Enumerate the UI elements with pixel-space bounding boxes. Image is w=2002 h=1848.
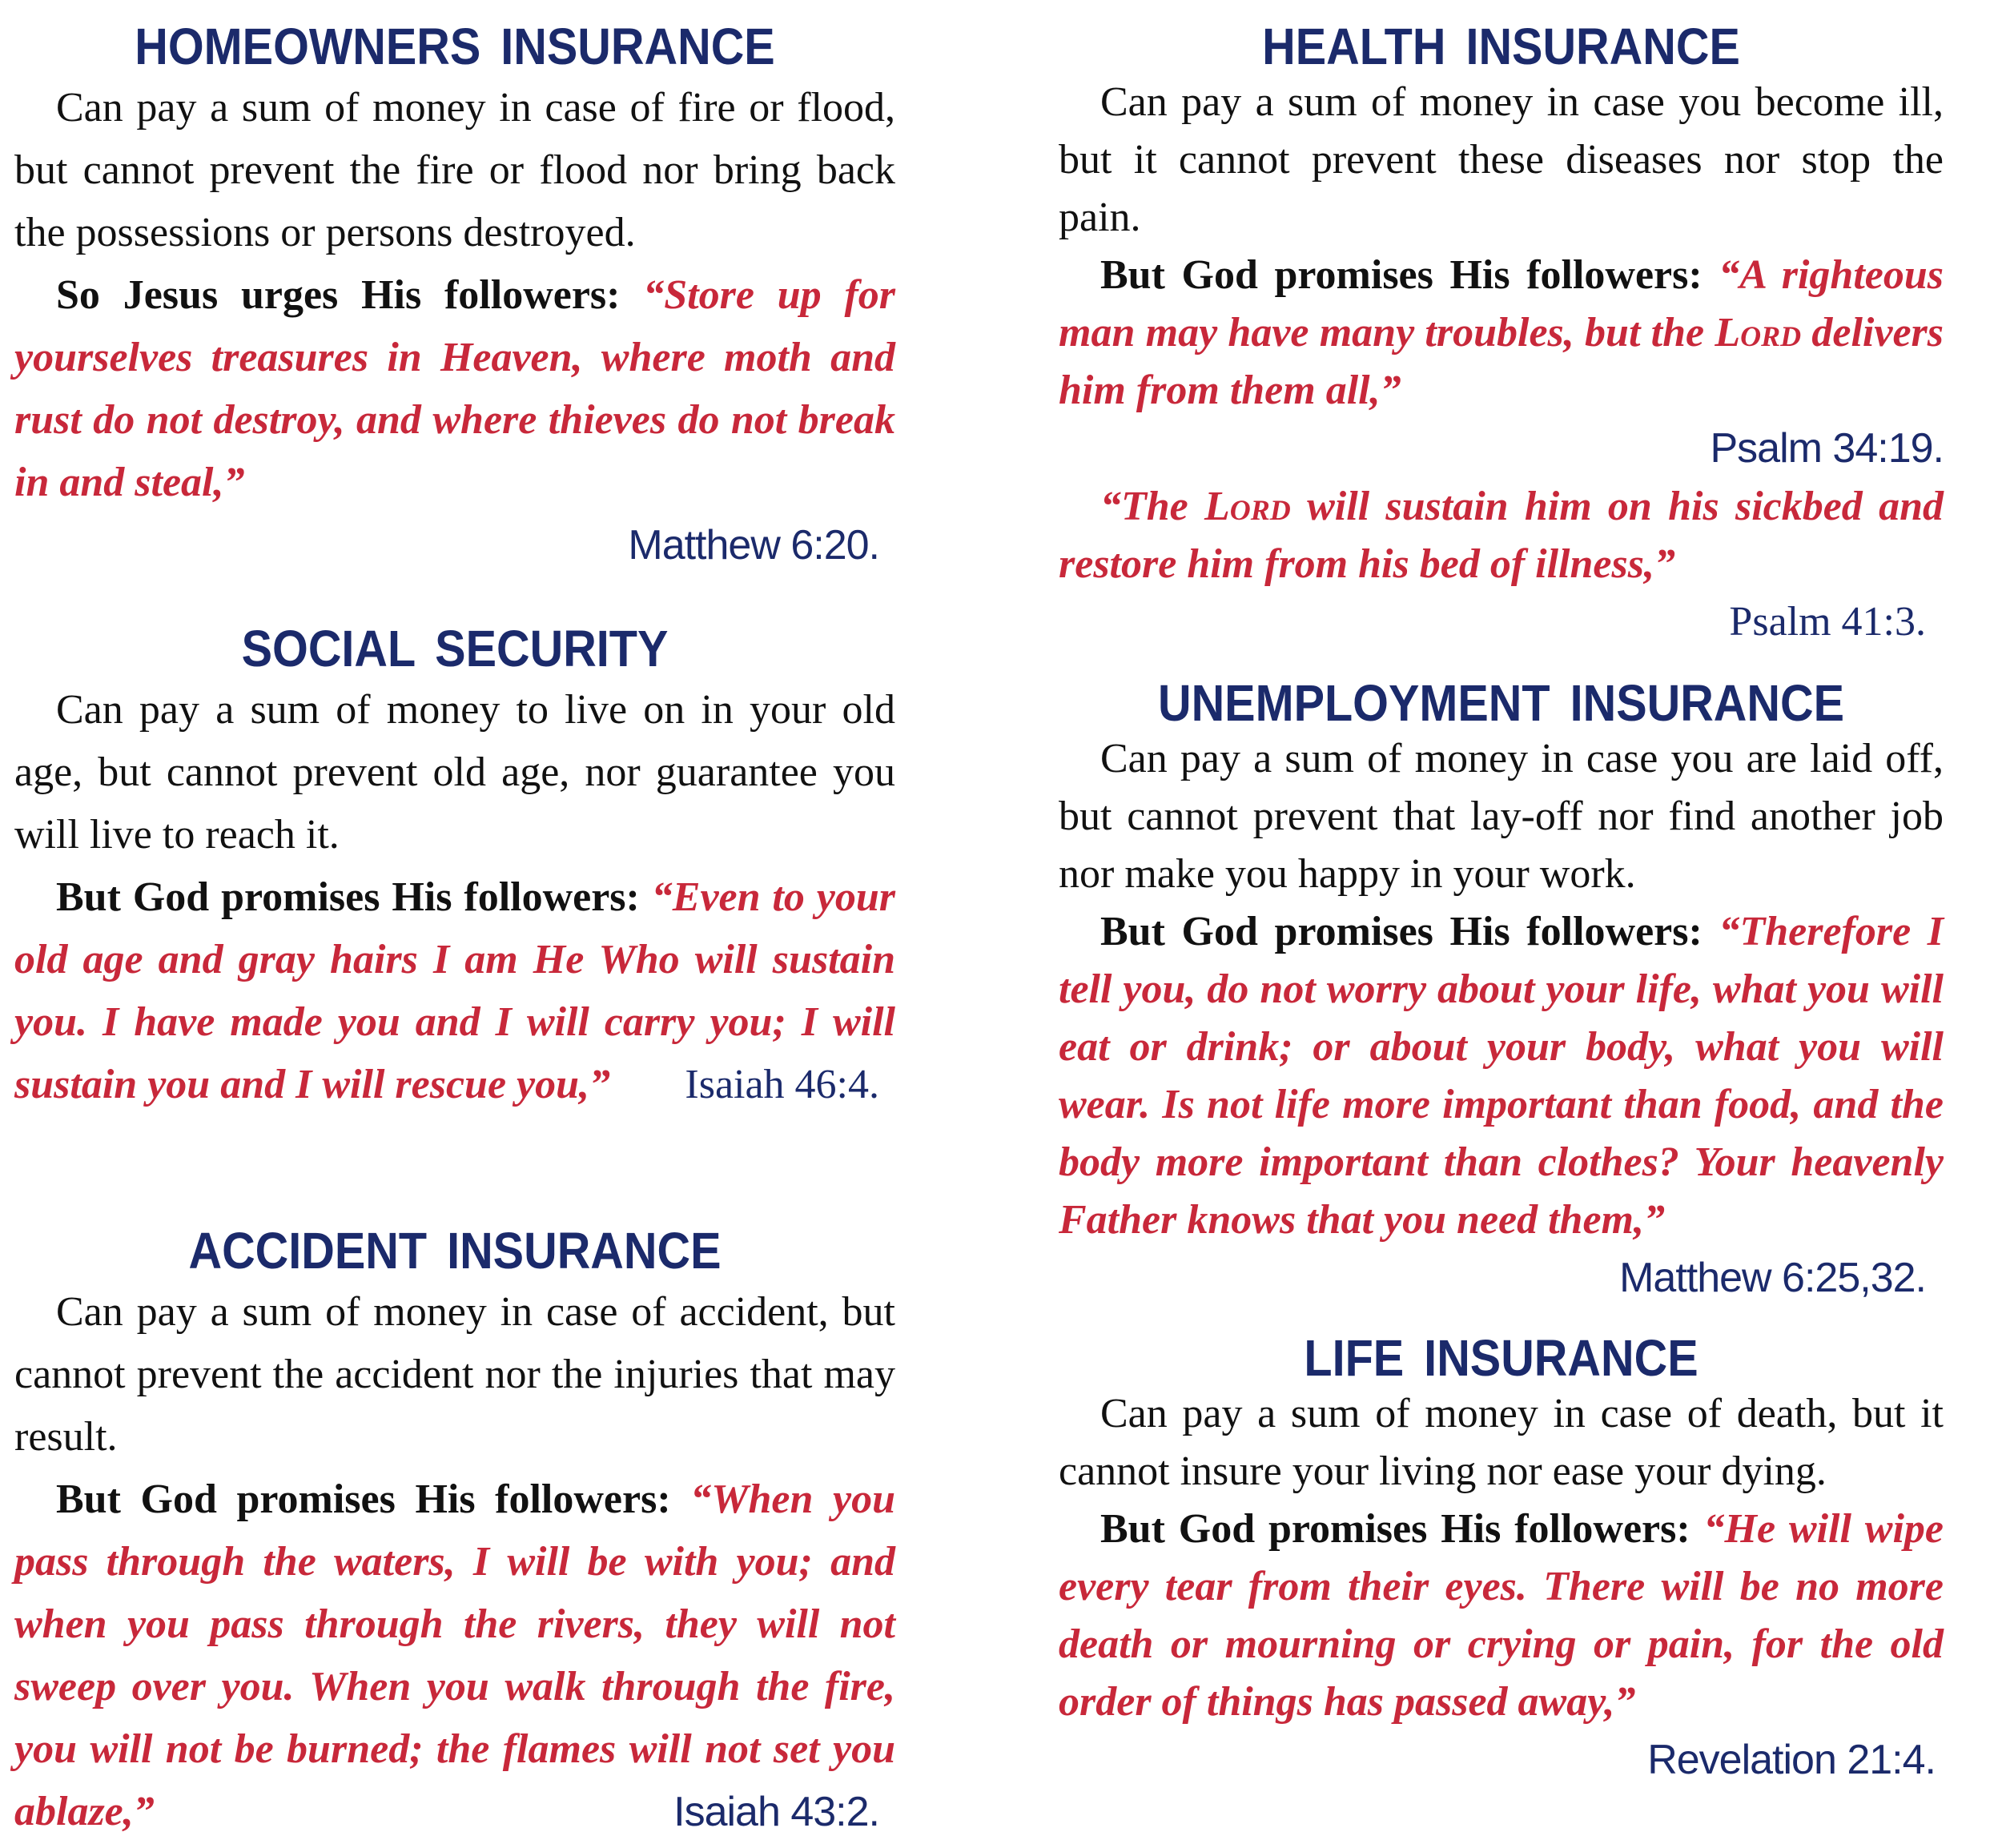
unemployment-heading: UNEMPLOYMENT INSURANCE [1157, 674, 1845, 732]
homeowners-body: Can pay a sum of money in case of fire or flood, but cannot prevent the fire or flood nor bring back the possessions or persons destroyed. [14, 85, 895, 255]
health-section [1059, 18, 1944, 651]
unemployment-quote: “Therefore I tell you, do not worry about your life, what you will eat or drink; or about your body, what you will wear. Is not life more important than food, and the body more important than clothes? Your heavenly Father knows that you need them,” [1059, 909, 1944, 1243]
accident-quote: “When you pass through the waters, I will be with you; and when you pass through the rivers, they will not sweep over you. When you walk through the fire, you will not be burned; the flames will not set you ablaze,” [14, 1476, 895, 1834]
life-section [1059, 1329, 1944, 1790]
accident-promise [14, 1468, 895, 1843]
social-security-quote: “Even to your old age and gray hairs I am He Who will sustain you. I have made you and I will carry you; I will sustain you and I will rescue you,” [14, 874, 896, 1107]
social-security-reference: Isaiah 46:4. [685, 1062, 879, 1107]
social-security-heading: SOCIAL SECURITY [241, 620, 669, 677]
accident-lead: But God promises His followers: [56, 1476, 671, 1522]
life-promise [1059, 1500, 1944, 1731]
lord-smallcaps: Lord [1715, 310, 1802, 356]
homeowners-quote: “Store up for yourselves treasures in Heaven, where moth and rust do not destroy, and where thieves do not break in and steal,” [14, 272, 895, 505]
health-reference-2: Psalm 41:3. [1729, 599, 1926, 645]
health-promise-1 [1059, 247, 1944, 420]
unemployment-section [1059, 674, 1944, 1307]
social-security-promise [14, 866, 895, 1116]
homeowners-reference: Matthew 6:20. [628, 522, 879, 568]
health-reference-1: Psalm 34:19. [1710, 425, 1944, 472]
life-reference: Revelation 21:4. [1647, 1737, 1936, 1783]
unemployment-lead: But God promises His followers: [1100, 909, 1703, 954]
life-lead: But God promises His followers: [1100, 1506, 1690, 1552]
life-body: Can pay a sum of money in case of death, but it cannot insure your living nor ease your dying. [1059, 1391, 1944, 1494]
health-heading: HEALTH INSURANCE [1262, 18, 1740, 75]
health-lead: But God promises His followers: [1100, 252, 1703, 298]
homeowners-lead: So Jesus urges His followers: [56, 272, 621, 318]
unemployment-promise [1059, 903, 1944, 1301]
accident-section [14, 1222, 895, 1843]
homeowners-section [14, 18, 895, 577]
unemployment-body: Can pay a sum of money in case you are laid off, but cannot prevent that lay-off nor find another job nor make you happy in your work. [1059, 736, 1944, 897]
social-security-lead: But God promises His followers: [56, 874, 640, 920]
health-quote-1: “A righteous man may have many troubles, but the Lord delivers him from them all,” [1059, 252, 1944, 413]
homeowners-heading: HOMEOWNERS INSURANCE [135, 18, 775, 75]
health-promise-2 [1059, 478, 1944, 593]
health-quote-2: “The Lord will sustain him on his sickbed and restore him from his bed of illness,” [1059, 484, 1944, 587]
accident-reference: Isaiah 43:2. [673, 1789, 879, 1835]
homeowners-promise [14, 264, 895, 514]
life-quote: “He will wipe every tear from their eyes. There will be no more death or mourning or crying or pain, for the old order of things has passed away,” [1059, 1506, 1944, 1725]
social-security-section [14, 620, 896, 1116]
lord-smallcaps: Lord [1204, 484, 1291, 529]
accident-heading: ACCIDENT INSURANCE [188, 1222, 722, 1280]
accident-body: Can pay a sum of money in case of accident, but cannot prevent the accident nor the injuries that may result. [14, 1289, 895, 1460]
unemployment-reference: Matthew 6:25,32. [1619, 1255, 1926, 1301]
health-body: Can pay a sum of money in case you become ill, but it cannot prevent these diseases nor stop the pain. [1059, 79, 1944, 240]
social-security-body: Can pay a sum of money to live on in your old age, but cannot prevent old age, nor guarantee you will live to reach it. [14, 687, 895, 858]
life-heading: LIFE INSURANCE [1304, 1329, 1698, 1387]
